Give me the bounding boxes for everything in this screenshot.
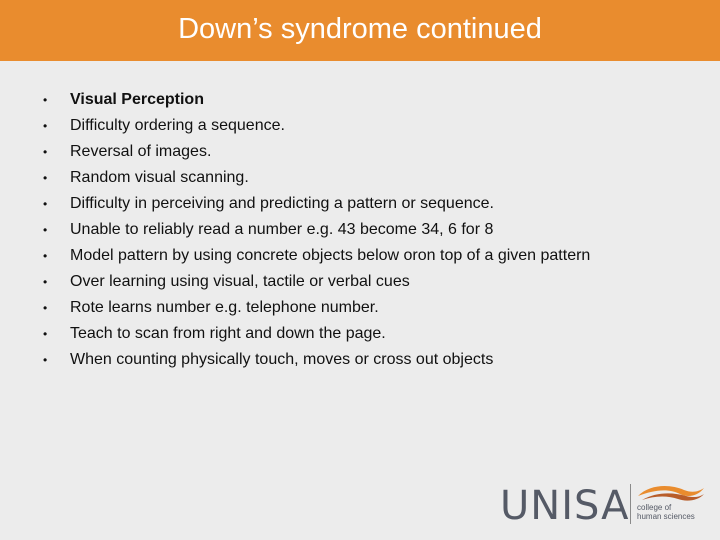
bullet-item	[40, 325, 700, 351]
bullet-glyph: •	[43, 197, 48, 211]
logo-caption-line: college of	[637, 503, 672, 512]
bullet-glyph: •	[43, 301, 48, 315]
bullet-text: When counting physically touch, moves or cross out objects	[70, 351, 494, 368]
bullet-heading: Visual Perception	[70, 91, 204, 108]
logo-swoosh-icon	[636, 482, 706, 502]
logo-wordmark: UNISA	[500, 483, 630, 529]
bullet-item	[40, 221, 700, 247]
bullet-item	[40, 195, 700, 221]
logo-divider	[630, 484, 631, 524]
bullet-text: Unable to reliably read a number e.g. 43 become 34, 6 for 8	[70, 221, 494, 238]
bullet-glyph: •	[43, 171, 48, 185]
bullet-item	[40, 169, 700, 195]
logo-caption-line: human sciences	[637, 512, 695, 521]
bullet-item	[40, 299, 700, 325]
title-bar	[0, 0, 720, 61]
bullet-glyph: •	[43, 119, 48, 133]
bullet-glyph: •	[43, 249, 48, 263]
bullet-item	[40, 117, 700, 143]
bullet-list	[40, 91, 700, 377]
bullet-item	[40, 143, 700, 169]
bullet-text: Difficulty ordering a sequence.	[70, 117, 285, 134]
bullet-text: Teach to scan from right and down the page.	[70, 325, 386, 342]
bullet-glyph: •	[43, 223, 48, 237]
bullet-text: Rote learns number e.g. telephone number.	[70, 299, 379, 316]
bullet-text: Over learning using visual, tactile or verbal cues	[70, 273, 410, 290]
bullet-glyph: •	[43, 145, 48, 159]
bullet-text: Random visual scanning.	[70, 169, 249, 186]
bullet-item	[40, 91, 700, 117]
bullet-text: Reversal of images.	[70, 143, 212, 160]
bullet-glyph: •	[43, 93, 48, 107]
slide-title: Down’s syndrome continued	[178, 13, 542, 45]
logo-caption	[637, 503, 707, 521]
bullet-item	[40, 273, 700, 299]
bullet-item	[40, 351, 700, 377]
bullet-text: Difficulty in perceiving and predicting a pattern or sequence.	[70, 195, 494, 212]
bullet-text: Model pattern by using concrete objects below oron top of a given pattern	[70, 247, 591, 264]
bullet-glyph: •	[43, 275, 48, 289]
bullet-glyph: •	[43, 353, 48, 367]
bullet-glyph: •	[43, 327, 48, 341]
unisa-logo	[500, 480, 710, 530]
bullet-item	[40, 247, 700, 273]
